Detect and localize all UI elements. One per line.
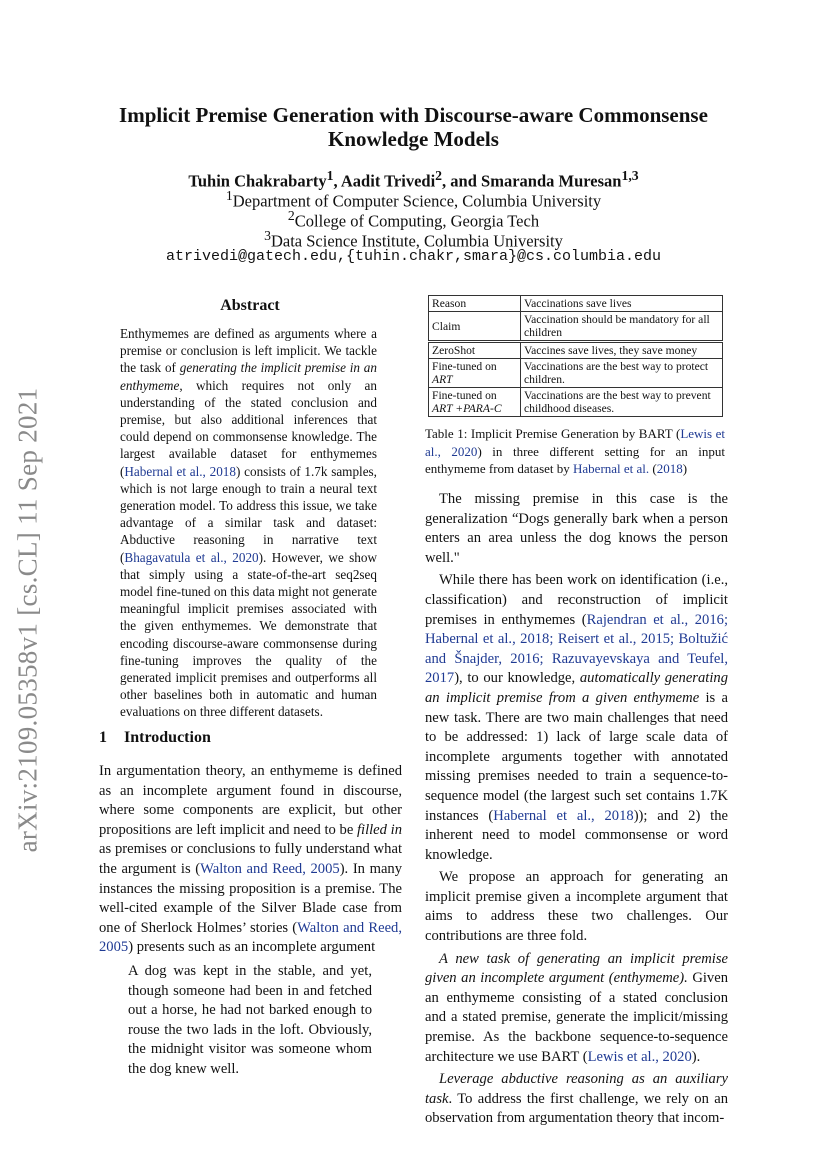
paragraph-text: Given an enthymeme consisting of a stated conclusion and a stated premise, generate the implicit/missing premise. As the backbone sequence-to-sequence architecture we use BART ( bbox=[425, 970, 728, 1065]
row-text: Vaccinations are the best way to protect children. bbox=[521, 359, 723, 388]
citation-link[interactable]: Habernal et al., 2018 bbox=[124, 463, 236, 479]
paragraph-text: In argumentation theory, an enthymeme is defined as an incomplete argument found in discourse, where some components are explicit, but other propositions are left implicit and need to be bbox=[99, 763, 402, 838]
right-paragraph-3: We propose an approach for generating an implicit premise given a incomplete argument that aims to address these two challenges. Our contributions are three fold. bbox=[425, 869, 728, 945]
row-label: ZeroShot bbox=[429, 342, 521, 359]
paragraph-text: While there has been work on identification (i.e., classification) and reconstruction of implicit premises in enthymemes ( bbox=[425, 572, 728, 628]
right-paragraph-5 bbox=[425, 1070, 728, 1129]
title-line-2: Knowledge Models bbox=[328, 127, 499, 151]
author-3-sup: 1,3 bbox=[621, 168, 639, 183]
right-paragraph-2 bbox=[425, 571, 728, 865]
paragraph-emphasis: Leverage abductive reasoning as an auxiliary task bbox=[425, 1071, 728, 1107]
arxiv-id: arXiv:2109.05358v1 [cs.CL] 11 Sep 2021 bbox=[12, 387, 43, 853]
author-1-sup: 1 bbox=[326, 168, 334, 183]
author-3: , and Smaranda Muresan bbox=[442, 171, 622, 191]
abstract-text: Enthymemes are defined as arguments where a premise or conclusion is left implicit. We tackle the task of bbox=[120, 326, 377, 376]
row-label-emphasis: ART +PARA-C bbox=[432, 402, 502, 415]
paragraph-text: ). bbox=[691, 1048, 701, 1065]
right-paragraph-1: The missing premise in this case is the generalization “Dogs generally bark when a person enters an area unless the dog knows the person well." bbox=[425, 491, 728, 566]
abstract-text: ). However, we show that simply using a state-of-the-art seq2seq model fine-tuned on this data might not generate meaningful implicit premises associated with the given enthymemes. We demonstrate that encoding discourse-aware commonsense during fine-tuning improves the quality of the generated implicit premises and outperforms all other baselines both in automatic and human evaluations on three different datasets. bbox=[120, 549, 377, 720]
paragraph-text: . To address the first challenge, we rely on an observation from argumentation theory that incom- bbox=[425, 1090, 728, 1127]
citation-link[interactable]: Walton and Reed, 2005 bbox=[200, 860, 340, 877]
row-label: Reason bbox=[429, 296, 521, 312]
row-label: Claim bbox=[429, 312, 521, 342]
right-paragraph-4 bbox=[425, 950, 728, 1068]
citation-link[interactable]: Lewis et al., 2020 bbox=[425, 426, 725, 459]
citation-link[interactable]: Bhagavatula et al., 2020 bbox=[124, 549, 259, 565]
paragraph-emphasis: A new task of generating an implicit premise given an incomplete argument (enthymeme). bbox=[425, 950, 728, 987]
affiliation-2-sup: 2 bbox=[287, 208, 295, 223]
row-label-text: Fine-tuned on bbox=[432, 360, 497, 373]
citation-link[interactable]: Walton and Reed, 2005 bbox=[99, 919, 402, 956]
section-title: Introduction bbox=[124, 729, 211, 746]
caption-text: ) in three different setting for an input enthymeme from dataset by bbox=[425, 443, 725, 476]
premise-table bbox=[428, 295, 723, 417]
section-heading-introduction bbox=[99, 729, 211, 747]
row-label-emphasis: ART bbox=[432, 373, 453, 386]
citation-link[interactable]: Habernal et al. bbox=[573, 461, 650, 476]
paragraph-text: ). In many instances the missing proposition is a premise. The well-cited example of the Silver Blade case from one of Sherlock Holmes’ stories ( bbox=[99, 860, 403, 936]
affiliation-2-text: College of Computing, Georgia Tech bbox=[294, 211, 540, 231]
author-2: , Aadit Trivedi bbox=[333, 171, 436, 191]
row-text: Vaccines save lives, they save money bbox=[521, 342, 723, 359]
abstract-heading: Abstract bbox=[220, 297, 280, 314]
table-row bbox=[429, 312, 723, 342]
block-quote: A dog was kept in the stable, and yet, though someone had been in and fetched out a horse, he had not barked enough to rouse the two lads in the loft. Obviously, the midnight visitor was someone whom the dog knew well. bbox=[128, 963, 372, 1077]
row-text: Vaccinations save lives bbox=[521, 296, 723, 312]
paragraph-text: ) presents such as an incomplete argument bbox=[128, 939, 376, 956]
row-text: Vaccination should be mandatory for all children bbox=[521, 312, 723, 342]
author-1: Tuhin Chakrabarty bbox=[188, 171, 327, 191]
caption-text: ) bbox=[682, 461, 688, 476]
row-label-text: Fine-tuned on bbox=[432, 389, 497, 402]
affiliation-1-sup: 1 bbox=[225, 188, 233, 203]
caption-text: Table 1: Implicit Premise Generation by BART ( bbox=[425, 426, 681, 441]
paragraph-emphasis: filled in bbox=[356, 821, 402, 838]
table-caption bbox=[425, 425, 725, 478]
abstract-emphasis: generating the implicit premise in an enthymeme bbox=[120, 360, 377, 393]
affiliation-3-text: Data Science Institute, Columbia University bbox=[270, 231, 563, 251]
paragraph-text: )); and 2) the inherent need to model commonsense or word knowledge. bbox=[425, 807, 728, 863]
arxiv-sidebar-stamp bbox=[8, 360, 48, 880]
affiliation-3-sup: 3 bbox=[264, 228, 271, 243]
citation-link[interactable]: Lewis et al., 2020 bbox=[587, 1048, 692, 1065]
table-row bbox=[429, 359, 723, 388]
citation-link[interactable]: Rajendran et al., 2016; Habernal et al., 2018; Reisert et al., 2015; Boltužić and Šnajder, 2016; Razuvayevskaya and Teufel, 2017 bbox=[425, 611, 728, 687]
paragraph-emphasis: automatically generating an implicit premise from a given enthymeme bbox=[425, 670, 728, 706]
paper-title bbox=[100, 103, 727, 151]
paragraph-text: as premises or conclusions to fully understand what the argument is ( bbox=[99, 841, 402, 877]
right-column-text bbox=[425, 490, 728, 1129]
abstract-text: ) consists of 1.7k samples, which is not large enough to train a neural text generation model. To address this issue, we take advantage of a similar task and dataset: Abductive reasoning in narrative text ( bbox=[120, 463, 377, 565]
citation-link[interactable]: 2018 bbox=[656, 461, 683, 476]
author-2-sup: 2 bbox=[435, 168, 443, 183]
caption-text: ( bbox=[649, 461, 657, 476]
row-text: Vaccinations are the best way to prevent childhood diseases. bbox=[521, 388, 723, 417]
intro-paragraph-1 bbox=[99, 762, 402, 958]
title-line-1: Implicit Premise Generation with Discourse-aware Commonsense bbox=[119, 103, 708, 127]
paragraph-text: is a new task. There are two main challenges that need to be addressed: 1) lack of large scale data of incomplete arguments together with annotated missing premises needed to train a sequence-to-sequence model (the largest such set contains 1.7K instances ( bbox=[425, 689, 728, 824]
citation-link[interactable]: Habernal et al., 2018 bbox=[493, 807, 634, 824]
table-row bbox=[429, 296, 723, 312]
affiliation-1-text: Department of Computer Science, Columbia University bbox=[232, 191, 602, 211]
abstract-text: , which requires not only an understanding of the stated conclusion and premise, but also additional inferences that could depend on commonsense knowledge. The largest available dataset for enthymemes ( bbox=[120, 377, 377, 479]
row-label bbox=[429, 359, 521, 388]
table-row bbox=[429, 388, 723, 417]
section-number: 1 bbox=[99, 729, 107, 746]
paragraph-text: ), to our knowledge, bbox=[454, 670, 580, 687]
table-row bbox=[429, 342, 723, 359]
author-emails: atrivedi@gatech.edu,{tuhin.chakr,smara}@cs.columbia.edu bbox=[165, 248, 662, 265]
row-label bbox=[429, 388, 521, 417]
table-1 bbox=[428, 295, 723, 417]
abstract-body bbox=[120, 325, 377, 721]
